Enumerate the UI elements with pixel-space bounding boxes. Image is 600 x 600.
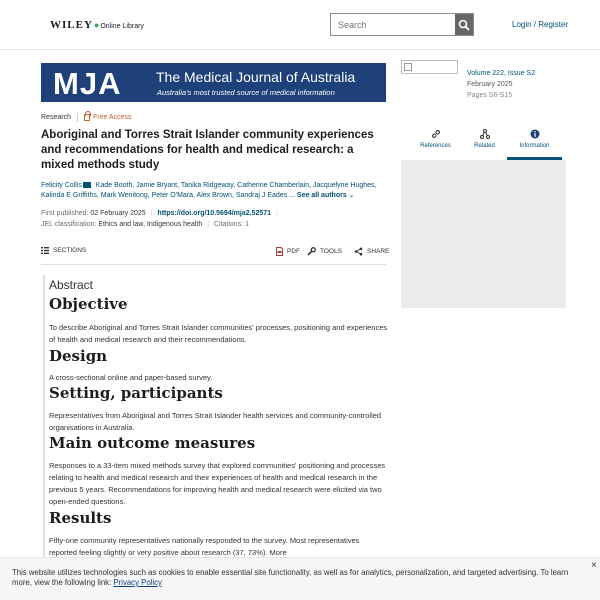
tools-button[interactable] (307, 247, 342, 256)
abstract-rule (43, 275, 45, 565)
outcome-heading: Main outcome measures (49, 434, 256, 452)
pdf-button[interactable] (276, 247, 300, 256)
tab-information-label: Information (519, 143, 550, 149)
logo-dot-icon: ● (93, 20, 100, 30)
wiley-logo[interactable] (50, 19, 144, 31)
author-rest[interactable]: Kade Booth, Jamie Bryant, Tanika Ridgeway, Catherine Chamberlain, Jacquelyne Hughes, Kalinda E Griffiths, Mark Wenitong, Peter O'Mara, Alex Brown, Sandraj J Eades ... (41, 182, 377, 199)
site-header (0, 0, 600, 50)
cookie-message (12, 568, 587, 588)
journal-tagline: Australia's most trusted source of medical information (157, 88, 335, 97)
link-icon (431, 129, 441, 139)
search-button[interactable] (455, 14, 473, 35)
design-text: A cross-sectional online and paper-based survey. (49, 373, 213, 382)
information-panel (401, 160, 566, 308)
free-access-label: Free Access (92, 114, 132, 121)
share-label: SHARE (367, 248, 390, 255)
journal-cover-image[interactable] (401, 60, 458, 74)
author-first[interactable]: Felicity Collis (41, 182, 82, 189)
volume-issue-link[interactable]: Volume 222, Issue S2 (467, 70, 536, 77)
tab-information[interactable] (507, 126, 562, 160)
cookie-text: This website utilizes technologies such as cookies to enable essential site functionality, as well as for analytics, personalization, and targeted advertising. To learn more, view the following link: (12, 568, 569, 587)
search-icon (458, 19, 470, 31)
search-box (330, 13, 474, 36)
article-type: Research (41, 114, 71, 121)
design-heading: Design (49, 347, 108, 365)
privacy-policy-link[interactable]: Privacy Policy (113, 578, 162, 587)
author-list (41, 181, 386, 201)
close-icon[interactable]: × (591, 560, 597, 571)
objective-text: To describe Aboriginal and Torres Strait Islander communities' processes, positioning and experiences of health and medical research and their recommendations. (49, 323, 388, 344)
login-register-link[interactable]: Login / Register (512, 20, 569, 29)
chevron-down-icon[interactable]: ⌄ (348, 192, 355, 199)
first-published-date: 02 February 2025 (90, 210, 146, 217)
free-access-badge (84, 114, 132, 121)
abstract-section (41, 265, 386, 565)
tab-related[interactable] (457, 126, 512, 160)
first-published-label: First published: (41, 210, 89, 217)
list-icon (41, 247, 49, 254)
setting-text: Representatives from Aboriginal and Torres Strait Islander health services and community-controlled organisations in Australia. (49, 411, 382, 432)
results-heading: Results (49, 509, 112, 527)
tab-related-label: Related (474, 143, 495, 149)
search-input[interactable] (331, 14, 455, 35)
pdf-label: PDF (287, 248, 300, 255)
tab-references-label: References (420, 143, 451, 149)
tools-label: TOOLS (320, 248, 342, 255)
pdf-icon (276, 247, 283, 256)
email-icon[interactable] (83, 182, 91, 188)
sidebar-tabs (401, 126, 566, 160)
article-meta (41, 113, 131, 122)
divider (77, 113, 78, 122)
publication-info: First published: 02 February 2025 | https://doi.org/10.5694/mja2.52571 | JEL classification: Ethics and law, Indigenous health | Citations: 1 (41, 210, 278, 228)
lock-icon (84, 114, 90, 121)
results-text: Fifty-one community representatives nationally responded to the survey. Most representatives reported feeling slightly or very positive about research (37, 73%). More (49, 536, 360, 557)
info-icon (530, 129, 540, 139)
setting-heading: Setting, participants (49, 384, 223, 402)
abstract-heading: Abstract (49, 278, 94, 292)
see-all-authors-link[interactable]: See all authors (296, 192, 347, 199)
outcome-text: Responses to a 33-item mixed methods survey that explored communities' positioning and processes relating to health and medical research and their experiences of health and medical research in the previous 5 years. Recommendations for improving health and medical research were elicited via two open-ended questions. (49, 461, 386, 506)
network-icon (480, 129, 490, 139)
jel-value: Ethics and law, Indigenous health (98, 221, 203, 228)
article-toolbar (41, 241, 390, 265)
share-button[interactable] (354, 247, 389, 256)
wrench-icon (307, 247, 316, 256)
objective-heading: Objective (49, 295, 128, 313)
issue-info (467, 68, 535, 101)
citations-count[interactable]: Citations: 1 (213, 221, 249, 228)
journal-banner[interactable] (41, 63, 386, 102)
logo-suffix: Online Library (100, 23, 144, 30)
logo-brand: WILEY (50, 19, 93, 31)
share-icon (354, 247, 363, 256)
journal-title: The Medical Journal of Australia (156, 69, 356, 85)
journal-abbrev: MJA (53, 66, 122, 101)
issue-pages: Pages S6-S15 (467, 92, 513, 99)
sections-button[interactable] (41, 247, 86, 254)
issue-date: February 2025 (467, 81, 513, 88)
tab-references[interactable] (408, 126, 463, 160)
sections-label: SECTIONS (53, 247, 87, 254)
cookie-banner (0, 557, 600, 600)
jel-label: JEL classification: (41, 221, 97, 228)
article-title: Aboriginal and Torres Strait Islander community experiences and recommendations for health and medical research: a mixed methods study (41, 129, 374, 171)
doi-link[interactable]: https://doi.org/10.5694/mja2.52571 (157, 210, 272, 217)
